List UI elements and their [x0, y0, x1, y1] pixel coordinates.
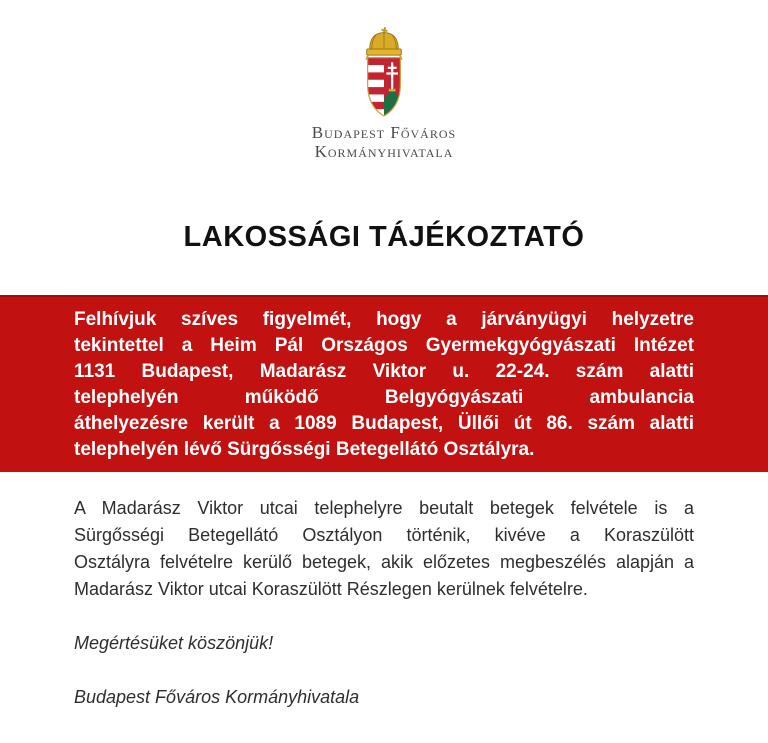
paragraph-line: Madarász Viktor utcai Koraszülött Részlegen kerülnek felvételre. [74, 579, 588, 599]
banner-line: Felhívjuk szíves figyelmét, hogy a járványügyi helyzetre [74, 309, 694, 330]
banner-line: telephelyén működő Belgyógyászati ambulancia [74, 387, 694, 408]
paragraph-line: A Madarász Viktor utcai telephelyre beutalt betegek felvétele is a [74, 498, 694, 518]
paragraph-line: Osztályra felvételre kerülő betegek, akik előzetes megbeszélés alapján a [74, 552, 694, 572]
logo-org-name [0, 123, 768, 161]
page-title: LAKOSSÁGI TÁJÉKOZTATÓ [183, 221, 585, 253]
logo-org-line1: Budapest Főváros [311, 123, 457, 142]
logo-org-line2: Kormányhivatala [314, 142, 454, 161]
body-paragraph [74, 495, 694, 603]
banner-line: telephelyén lévő Sürgősségi Betegellátó Osztályra. [74, 439, 535, 460]
paragraph-line: Sürgősségi Betegellátó Osztályon történik, kivéve a Koraszülött [74, 525, 694, 545]
alert-banner [0, 295, 768, 472]
banner-line: 1131 Budapest, Madarász Viktor u. 22-24. szám alatti [74, 361, 694, 382]
banner-line: tekintettel a Heim Pál Országos Gyermekgyógyászati Intézet [74, 335, 694, 356]
logo [0, 0, 768, 161]
hungarian-coat-of-arms-icon [353, 26, 415, 120]
signature-line: Budapest Főváros Kormányhivatala [74, 687, 360, 707]
banner-line: áthelyezésre került a 1089 Budapest, Üllői út 86. szám alatti [74, 413, 694, 434]
thanks-line: Megértésüket köszönjük! [74, 633, 274, 653]
